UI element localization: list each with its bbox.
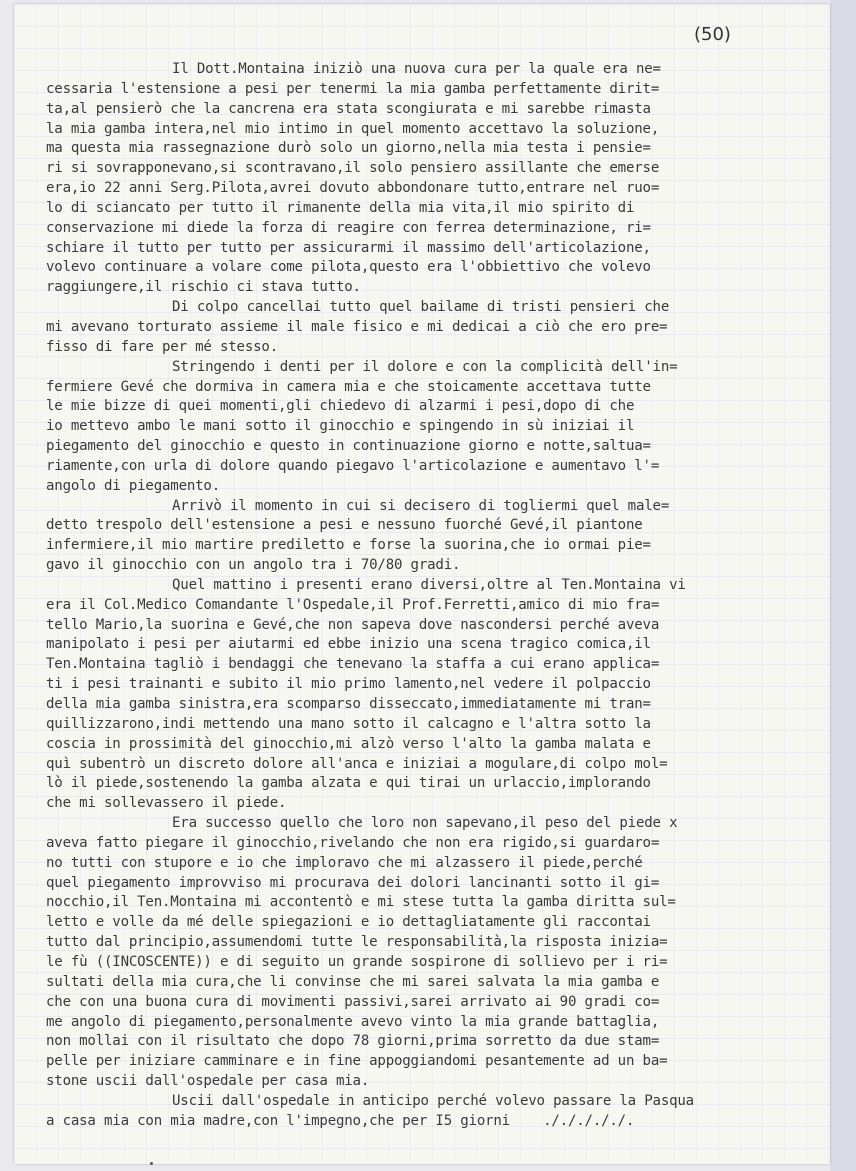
text-line: infermiere,il mio martire prediletto e forse la suorina,che io ormai pie= bbox=[46, 537, 651, 554]
text-line: Quel mattino i presenti erano diversi,oltre al Ten.Montaina vi bbox=[172, 576, 686, 593]
text-line: che mi sollevassero il piede. bbox=[46, 795, 287, 812]
text-line: me angolo di piegamento,personalmente avevo vinto la mia grande battaglia, bbox=[46, 1013, 660, 1030]
text-line: volevo continuare a volare come pilota,questo era l'obbiettivo che volevo bbox=[46, 259, 651, 276]
text-line: conservazione mi diede la forza di reagire con ferrea determinazione, ri= bbox=[46, 219, 651, 236]
text-line: fermiere Gevé che dormiva in camera mia e che stoicamente accettava tutte bbox=[46, 378, 651, 395]
text-line: schiare il tutto per tutto per assicurarmi il massimo dell'articolazione, bbox=[46, 239, 651, 256]
text-line: piegamento del ginocchio e questo in continuazione giorno e notte,saltua= bbox=[46, 438, 651, 455]
text-line: ta,al pensierò che la cancrena era stata scongiurata e mi sarebbe rimasta bbox=[46, 100, 651, 117]
text-line: era il Col.Medico Comandante l'Ospedale,il Prof.Ferretti,amico di mio fra= bbox=[46, 596, 660, 613]
text-line: stone uscii dall'ospedale per casa mia. bbox=[46, 1073, 370, 1090]
body-text bbox=[46, 60, 830, 1132]
text-line: no tutti con stupore e io che imploravo che mi alzassero il piede,perché bbox=[46, 854, 643, 871]
text-line: ma questa mia rassegnazione durò solo un giorno,nella mia testa i pensie= bbox=[46, 140, 651, 157]
background-edge bbox=[830, 0, 856, 1171]
text-line: era,io 22 anni Serg.Pilota,avrei dovuto abbondonare tutto,entrare nel ruo= bbox=[46, 180, 660, 197]
text-line: che con una buona cura di movimenti passivi,sarei arrivato ai 90 gradi co= bbox=[46, 993, 660, 1010]
text-line: Stringendo i denti per il dolore e con la complicità dell'in= bbox=[172, 358, 678, 375]
text-line: tutto dal principio,assumendomi tutte le responsabilità,la risposta inizia= bbox=[46, 934, 668, 951]
text-line: nocchio,il Ten.Montaina mi accontentò e mi stese tutta la gamba diritta sul= bbox=[46, 894, 676, 911]
text-line: fisso di fare per mé stesso. bbox=[46, 338, 278, 355]
text-line: tello Mario,la suorina e Gevé,che non sapeva dove nascondersi perché aveva bbox=[46, 616, 660, 633]
page-number: (50) bbox=[694, 24, 731, 45]
text-line: Era successo quello che loro non sapevano,il peso del piede x bbox=[172, 815, 678, 832]
text-line: angolo di piegamento. bbox=[46, 477, 220, 494]
text-line: sultati della mia cura,che li convinse che mi sarei salvata la mia gamba e bbox=[46, 973, 660, 990]
text-line: riamente,con urla di dolore quando piegavo l'articolazione e aumentavo l'= bbox=[46, 457, 660, 474]
text-line: gavo il ginocchio con un angolo tra i 70/80 gradi. bbox=[46, 557, 461, 574]
text-line: mi avevano torturato assieme il male fisico e mi dedicai a ciò che ero pre= bbox=[46, 318, 668, 335]
text-line: cessaria l'estensione a pesi per tenermi la mia gamba perfettamente dirit= bbox=[46, 80, 660, 97]
text-line: Il Dott.Montaina iniziò una nuova cura per la quale era ne= bbox=[172, 61, 661, 77]
text-line: della mia gamba sinistra,era scomparso disseccato,immediatamente mi tran= bbox=[46, 696, 651, 712]
text-line: quillizzarono,indi mettendo una mano sotto il calcagno e l'altra sotto la bbox=[46, 715, 651, 732]
text-line: Ten.Montaina tagliò i bendaggi che tenevano la staffa a cui erano applica= bbox=[46, 656, 660, 673]
text-line: raggiungere,il rischio ci stava tutto. bbox=[46, 279, 361, 296]
text-line: detto trespolo dell'estensione a pesi e nessuno fuorché Gevé,il piantone bbox=[46, 517, 643, 534]
text-line: la mia gamba intera,nel mio intimo in quel momento accettavo la soluzione, bbox=[46, 120, 660, 137]
text-line: le fù ((INCOSCENTE)) e di seguito un grande sospirone di sollievo per i ri= bbox=[46, 953, 668, 970]
text-line: ri si sovrapponevano,si scontravano,il solo pensiero assillante che emerse bbox=[46, 160, 660, 177]
text-line: Di colpo cancellai tutto quel bailame di tristi pensieri che bbox=[172, 299, 670, 316]
text-line: aveva fatto piegare il ginocchio,rivelando che non era rigido,si guardaro= bbox=[46, 834, 660, 851]
text-line: quel piegamento improvviso mi procurava dei dolori lancinanti sotto il gi= bbox=[46, 874, 660, 891]
text-line: lo di sciancato per tutto il rimanente della mia vita,il mio spirito di bbox=[46, 199, 635, 216]
text-line: manipolato i pesi per aiutarmi ed ebbe inizio una scena tragico comica,il bbox=[46, 636, 651, 653]
text-line: coscia in prossimità del ginocchio,mi alzò verso l'alto la gamba malata e bbox=[46, 735, 651, 752]
text-line: letto e volle da mé delle spiegazioni e io dettagliatamente gli raccontai bbox=[46, 914, 651, 931]
text-line: a casa mia con mia madre,con l'impegno,che per I5 giorni ./././././. bbox=[46, 1112, 635, 1129]
text-line: lò il piede,sostenendo la gamba alzata e qui tirai un urlaccio,implorando bbox=[46, 775, 651, 792]
text-line: le mie bizze di quei momenti,gli chiedevo di alzarmi i pesi,dopo di che bbox=[46, 398, 635, 415]
text-line: Arrivò il momento in cui si decisero di togliermi quel male= bbox=[172, 497, 670, 514]
text-line: pelle per iniziare camminare e in fine appoggiandomi pesantemente ad un ba= bbox=[46, 1053, 668, 1070]
text-line: Uscii dall'ospedale in anticipo perché volevo passare la Pasqua bbox=[172, 1092, 694, 1109]
text-line: ti i pesi trainanti e subito il mio primo lamento,nel vedere il polpaccio bbox=[46, 676, 651, 693]
text-line: non mollai con il risultato che dopo 78 giorni,prima sorretto da due stam= bbox=[46, 1033, 660, 1050]
text-line: io mettevo ambo le mani sotto il ginocchio e spingendo in sù iniziai il bbox=[46, 418, 635, 435]
text-line: quì subentrò un discreto dolore all'anca e iniziai a mogulare,di colpo mol= bbox=[46, 755, 668, 772]
ink-speck bbox=[150, 1162, 153, 1165]
